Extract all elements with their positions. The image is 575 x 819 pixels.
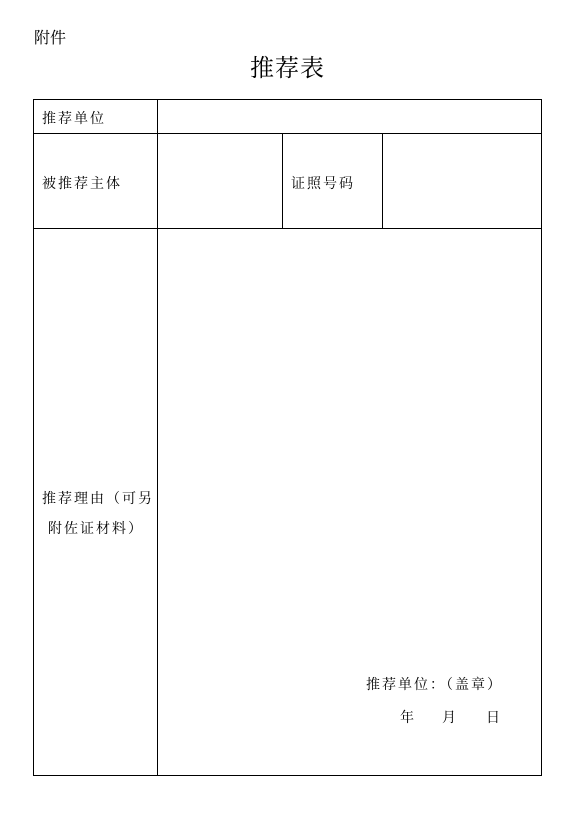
reason-label-line-1: 推荐理由（可另 bbox=[42, 491, 154, 507]
date-year-label: 年 bbox=[400, 710, 414, 726]
row2-divider-a bbox=[282, 133, 283, 229]
recommended-subject-label: 被推荐主体 bbox=[42, 176, 122, 192]
row-divider-2 bbox=[34, 228, 541, 229]
label-column-divider bbox=[157, 100, 158, 775]
recommending-unit-label: 推荐单位 bbox=[42, 111, 106, 127]
date-month-label: 月 bbox=[442, 710, 456, 726]
row-divider-1 bbox=[34, 133, 541, 134]
license-number-label: 证照号码 bbox=[291, 176, 355, 192]
page-title: 推荐表 bbox=[250, 54, 325, 82]
stamp-line: 推荐单位：（盖章） bbox=[366, 677, 503, 693]
recommending-unit-field[interactable] bbox=[164, 110, 534, 128]
reason-label-line-2: 附佐证材料） bbox=[48, 521, 144, 537]
license-number-field[interactable] bbox=[390, 175, 535, 193]
date-line bbox=[400, 709, 540, 727]
attachment-label: 附件 bbox=[34, 28, 67, 47]
recommendation-form-table bbox=[33, 99, 542, 776]
date-day-label: 日 bbox=[486, 710, 500, 726]
recommendation-reason-label bbox=[42, 484, 154, 544]
row2-divider-b bbox=[382, 133, 383, 229]
recommended-subject-field[interactable] bbox=[164, 175, 276, 193]
